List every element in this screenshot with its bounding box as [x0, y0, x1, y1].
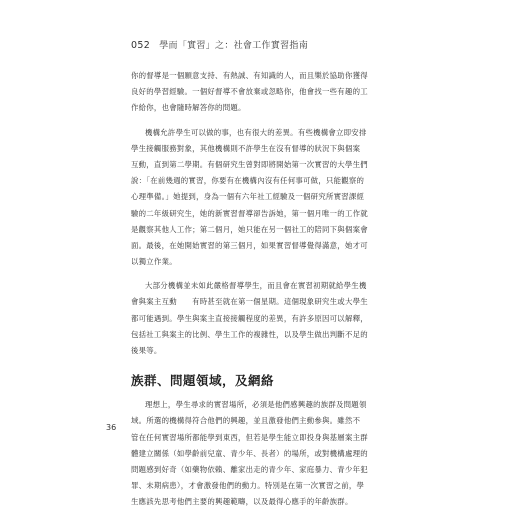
section-heading: 族群、問題領域，及網絡 — [131, 373, 275, 389]
text-line: 管在任何實習場所都能學到東西，但若是學生能立即投身與基層案主群 — [131, 432, 368, 442]
text-line: 大部分機構並未如此嚴格督導學生，而且會在實習初期就給學生機 — [145, 281, 367, 291]
margin-page-number: 36 — [106, 423, 117, 432]
text-line: 後果等。 — [131, 346, 162, 355]
text-line: 以獨立作業。 — [131, 257, 177, 267]
text-line: 心理準備。」她提到，身為一個有六年社工經驗及一個研究所實習課經 — [131, 192, 365, 202]
text-line: 罪、未期病患），才會激發他們的動力。特別是在第一次實習之前，學 — [131, 481, 365, 491]
text-line: 體建立關係（如學齡前兒童、青少年、長者）的場所，或對機構處理的 — [131, 448, 368, 458]
text-line: 互動，直到第二學期。有個研究生曾對即將開始第一次實習的大學生們 — [131, 159, 368, 169]
text-line: 是觀察其他人工作；第二個月，她只能在另一個社工的陪同下與個案會 — [131, 224, 368, 234]
text-line: 都可能遇到。學生與案主直接接觸程度的差異，有許多原因可以解釋， — [131, 313, 368, 323]
text-line: 學生接觸服務對象，其他機構則不許學生在沒有督導的狀況下與個案 — [131, 143, 361, 153]
text-line: 你的督導是一個願意支持、有熱誠、有知識的人，而且樂於協助你獲得 — [131, 71, 368, 80]
text-line: 說：「在前幾週的實習，你要有在機構內沒有任何事可做，只能觀察的 — [131, 176, 365, 186]
paragraph-1 — [131, 68, 393, 117]
text-line: 作給你，也會隨時解答你的問題。 — [131, 103, 246, 113]
text-line: 機構允許學生可以做的事，也有很大的差異。有些機構會立即安排 — [145, 127, 367, 137]
text-line: 問題感到好奇（如藥物依賴、離家出走的青少年、家庭暴力、青少年犯 — [131, 464, 368, 474]
text-line: 良好的學習經驗。一個好督導不會放棄或忽略你，他會找一些有趣的工 — [131, 87, 368, 97]
paragraph-3 — [131, 278, 393, 359]
paragraph-2 — [131, 125, 393, 271]
text-line: 驗的二年級研究生，她的新實習督導卻告訴她，第一個月唯一的工作就 — [131, 208, 368, 218]
page-body — [131, 68, 393, 511]
text-line: 域。所選的機構得符合他們的興趣，並且激發他們主動參與。雖然不 — [131, 416, 361, 426]
running-title: 學而「實習」之：社會工作實習指南 — [159, 41, 309, 51]
text-line: 理想上，學生尋求的實習場所，必須是他們感興趣的族群及問題領 — [145, 400, 367, 410]
text-line: 生應該先思考他們主要的興趣範疇，以及最得心應手的年齡族群。 — [131, 497, 353, 507]
text-line: 面。最後，在她開始實習的第三個月，如果實習督導覺得滿意，她才可 — [131, 240, 368, 250]
paragraph-4 — [131, 397, 393, 510]
text-line: 會與案主互動 有時甚至就在第一個星期。這個現象研究生或大學生 — [131, 297, 368, 307]
page-number: 052 — [131, 40, 151, 51]
running-header — [131, 38, 308, 51]
text-line: 包括社工與案主的比例、學生工作的複雜性，以及學生做出判斷不足的 — [131, 329, 368, 339]
